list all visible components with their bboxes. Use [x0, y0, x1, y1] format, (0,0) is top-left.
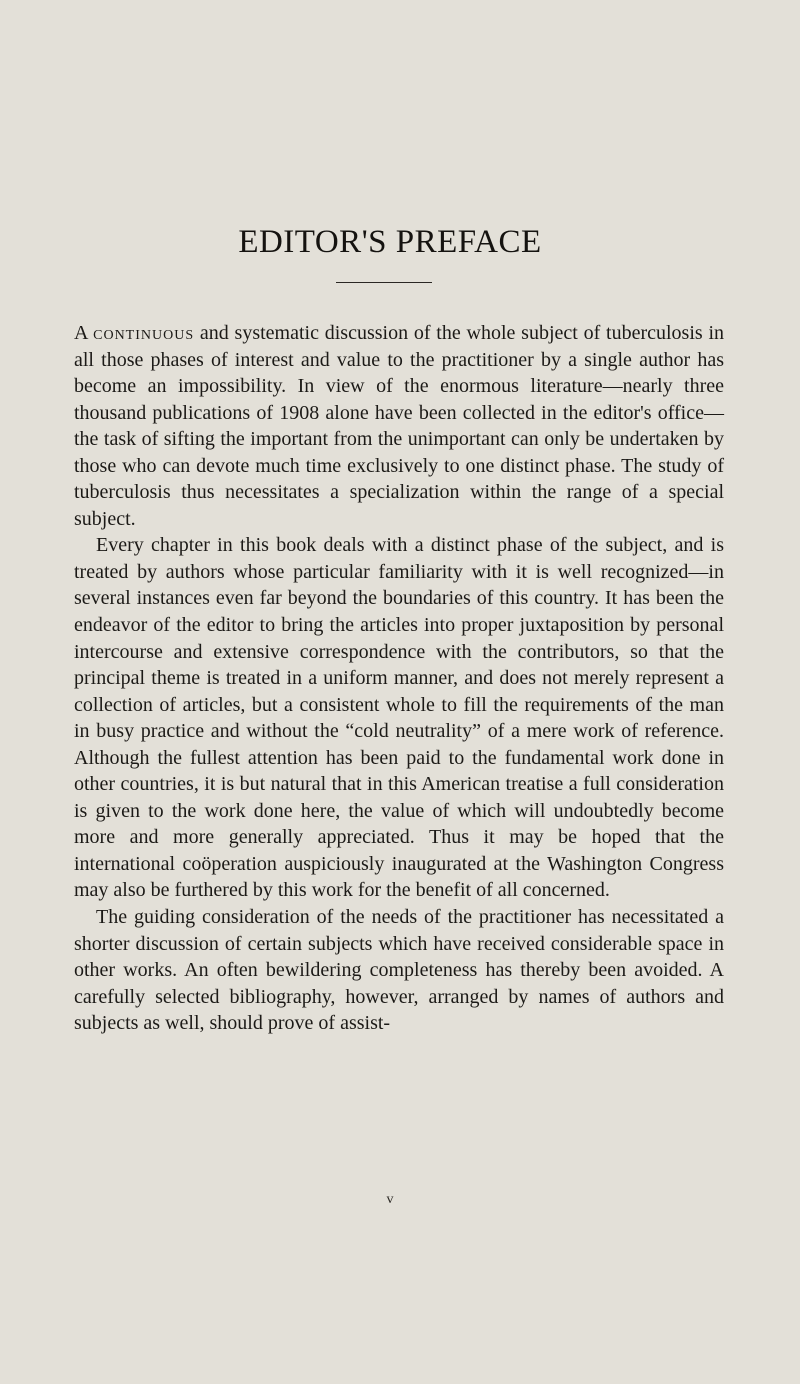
- page-number: v: [386, 1192, 394, 1207]
- paragraph-1-initial: A: [74, 322, 88, 344]
- paragraph-3: [74, 904, 724, 1037]
- paragraph-1: [74, 320, 724, 532]
- paragraph-1-lead-word: continuous: [93, 322, 195, 344]
- preface-body: [74, 320, 724, 1037]
- paragraph-2-text: Every chapter in this book deals with a distinct phase of the subject, and is treated by authors whose particular familiarity with it is well recognized—in several instances even far beyond the boundaries of this country. It has been the endeavor of the editor to bring the articles into proper juxtaposition by personal intercourse and extensive correspondence with the contributors, so that the principal theme is treated in a uniform manner, and does not merely represent a collection of articles, but a consistent whole to fill the requirements of the man in busy practice and without the “cold neutrality” of a mere work of reference. Although the fullest attention has been paid to the fundamental work done in other countries, it is but natural that in this American treatise a full consideration is given to the work done here, the value of which will undoubtedly become more and more generally appreciated. Thus it may be hoped that the international coöperation auspiciously inaugurated at the Washington Congress may also be furthered by this work for the benefit of all concerned.: [74, 534, 724, 902]
- paragraph-2: [74, 532, 724, 904]
- paragraph-1-text: and systematic discussion of the whole subject of tuberculosis in all those phases of interest and value to the practitioner by a single author has become an impossibility. In view of the enormous literature—nearly three thousand publications of 1908 alone have been collected in the editor's office—the task of sifting the important from the unimportant can only be undertaken by those who can devote much time exclusively to one distinct phase. The study of tuberculosis thus necessitates a specialization within the range of a special subject.: [74, 322, 724, 530]
- paragraph-3-text: The guiding consideration of the needs of the practitioner has necessitated a shorter discussion of certain subjects which have received considerable space in other works. An often bewildering completeness has thereby been avoided. A carefully selected bibliography, however, arranged by names of authors and subjects as well, should prove of assist-: [74, 906, 724, 1035]
- title-divider: [336, 282, 432, 283]
- page-title: EDITOR'S PREFACE: [238, 224, 542, 260]
